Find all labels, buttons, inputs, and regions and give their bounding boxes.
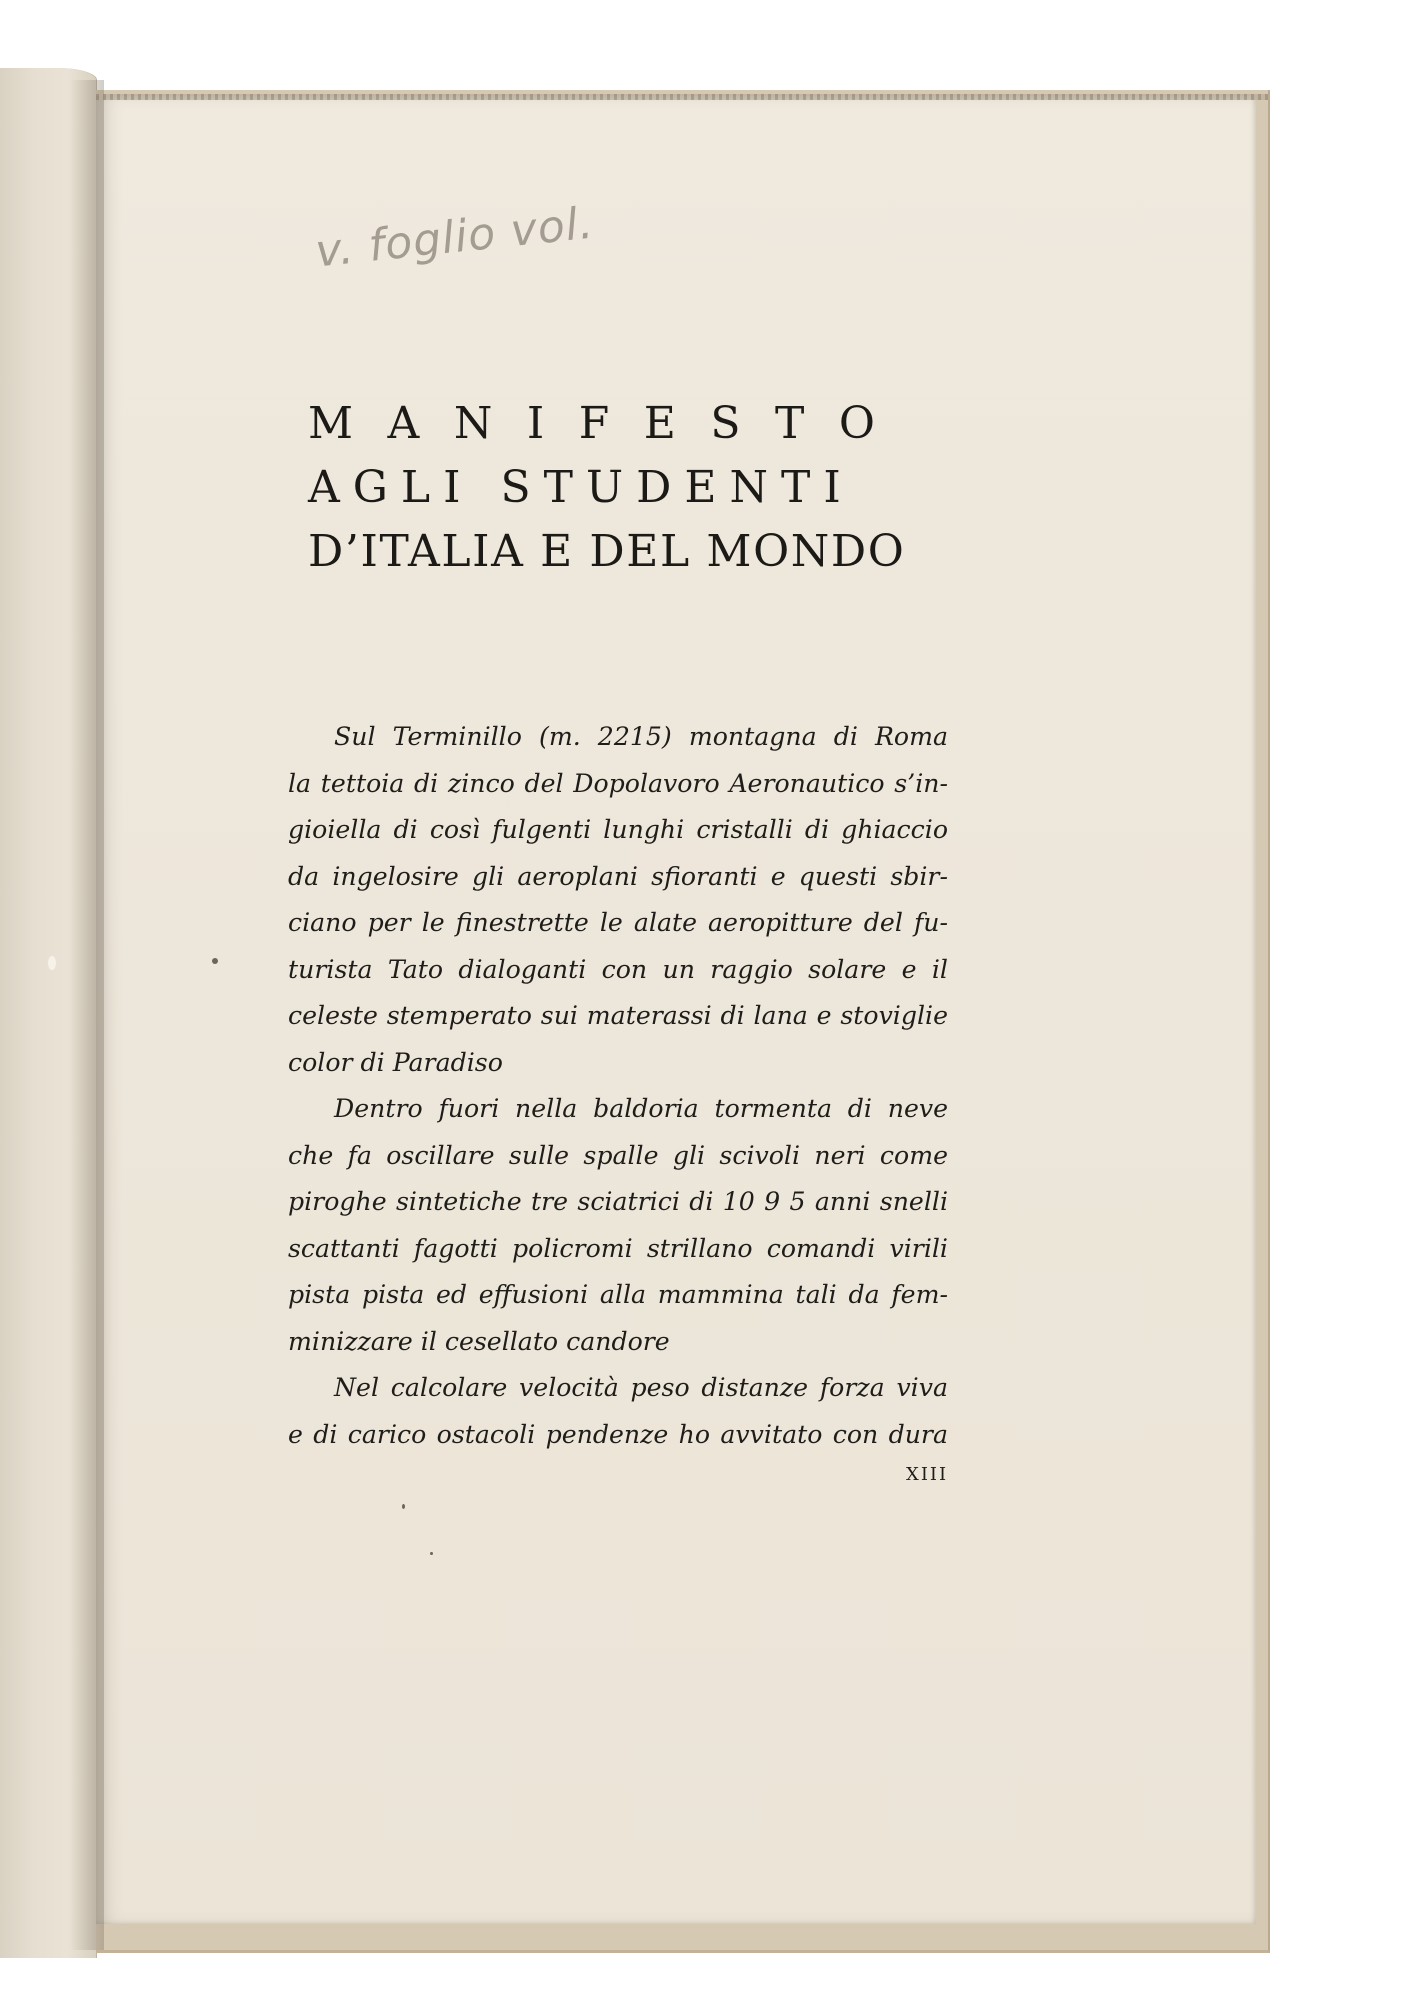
pencil-annotation: v. foglio vol. [313, 197, 597, 278]
paper-speck [402, 1504, 405, 1509]
body-line: pista pista ed effusioni alla mammina tali da fem- [288, 1280, 948, 1309]
body-line: Nel calcolare velocità peso distanze forza viva [334, 1373, 948, 1402]
body-line: Dentro fuori nella baldoria tormenta di neve [334, 1094, 948, 1123]
page-number: XIII [906, 1464, 949, 1485]
body-text [288, 714, 948, 1458]
page-top-edge [96, 94, 1268, 100]
body-line: celeste stemperato sui materassi di lana e stoviglie [288, 1001, 948, 1030]
body-line: da ingelosire gli aeroplani sfioranti e questi sbir- [288, 861, 948, 891]
spine-shadow [70, 80, 104, 1950]
title-line-3: D’ITALIA E DEL MONDO [308, 526, 906, 577]
paper-speck [212, 958, 218, 964]
body-line: ciano per le finestrette le alate aeropitture del fu- [288, 908, 948, 937]
body-line: color di Paradiso [288, 1047, 503, 1077]
title-line-1: MANIFESTO [308, 398, 910, 449]
body-line: turista Tato dialoganti con un raggio solare e il [288, 954, 948, 984]
body-line: che fa oscillare sulle spalle gli scivoli neri come [288, 1140, 948, 1170]
body-line: piroghe sintetiche tre sciatrici di 10 9 5 anni snelli [288, 1187, 948, 1216]
paper-speck [430, 1552, 433, 1555]
body-line: scattanti fagotti policromi strillano comandi virili [288, 1233, 948, 1263]
body-line: e di carico ostacoli pendenze ho avvitato con dura [288, 1419, 948, 1449]
body-line: minizzare il cesellato candore [288, 1326, 670, 1356]
body-line: la tettoia di zinco del Dopolavoro Aeronautico s’in- [288, 768, 948, 798]
title-line-2: AGLI STUDENTI [308, 462, 854, 513]
page-title [308, 392, 930, 584]
paper-speck [48, 956, 56, 970]
body-line: Sul Terminillo (m. 2215) montagna di Roma [334, 722, 948, 751]
body-line: gioiella di così fulgenti lunghi cristalli di ghiaccio [288, 815, 948, 844]
